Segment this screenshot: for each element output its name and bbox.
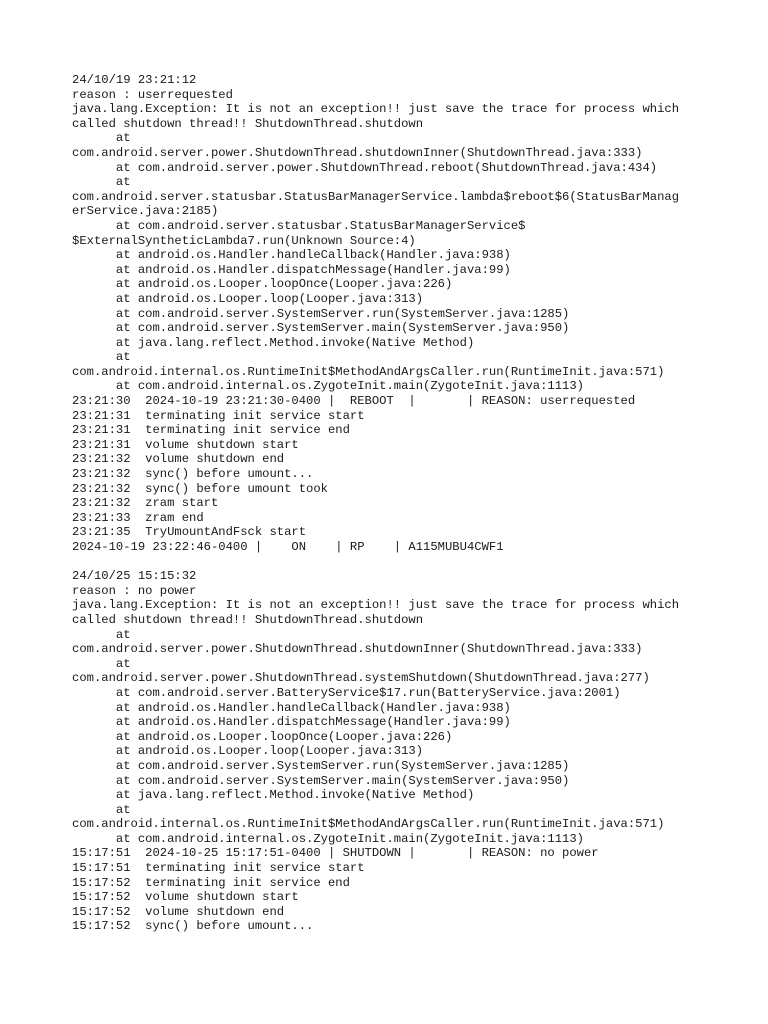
log-line: 24/10/25 15:15:32	[72, 569, 197, 584]
log-line: at com.android.server.SystemServer.main(SystemServer.java:950)	[72, 321, 570, 336]
log-line: at android.os.Looper.loopOnce(Looper.java:226)	[72, 277, 453, 292]
log-line	[72, 555, 732, 570]
log-line: at	[72, 802, 131, 817]
log-line: 23:21:32 sync() before umount took	[72, 481, 328, 496]
log-line: at com.android.server.SystemServer.run(SystemServer.java:1285)	[72, 306, 570, 321]
log-line: at com.android.server.SystemServer.run(SystemServer.java:1285)	[72, 758, 570, 773]
log-line: 15:17:52 terminating init service end	[72, 875, 350, 890]
log-line: called shutdown thread!! ShutdownThread.shutdown	[72, 116, 424, 131]
log-line: at android.os.Handler.dispatchMessage(Handler.java:99)	[72, 262, 511, 277]
log-line: 24/10/19 23:21:12	[72, 73, 197, 87]
log-line: 23:21:35 TryUmountAndFsck start	[72, 525, 307, 540]
log-line: 23:21:31 terminating init service end	[72, 423, 350, 438]
log-document	[72, 73, 732, 934]
log-line: at java.lang.reflect.Method.invoke(Native Method)	[72, 335, 475, 350]
log-line: at	[72, 656, 131, 671]
log-line: called shutdown thread!! ShutdownThread.shutdown	[72, 612, 424, 627]
log-line: at	[72, 131, 131, 146]
log-line: 23:21:30 2024-10-19 23:21:30-0400 | REBOOT | | REASON: userrequested	[72, 394, 636, 409]
log-line: com.android.internal.os.RuntimeInit$MethodAndArgsCaller.run(RuntimeInit.java:571)	[72, 364, 665, 379]
log-line: reason : no power	[72, 583, 197, 598]
log-line: at android.os.Looper.loop(Looper.java:313)	[72, 291, 424, 306]
log-line: 23:21:32 volume shutdown end	[72, 452, 285, 467]
log-line: at android.os.Looper.loop(Looper.java:313)	[72, 744, 424, 759]
log-line: reason : userrequested	[72, 87, 233, 102]
log-line: com.android.server.power.ShutdownThread.systemShutdown(ShutdownThread.java:277)	[72, 671, 650, 686]
log-line: 15:17:52 volume shutdown start	[72, 890, 299, 905]
log-line: com.android.internal.os.RuntimeInit$MethodAndArgsCaller.run(RuntimeInit.java:571)	[72, 817, 665, 832]
log-line: java.lang.Exception: It is not an exception!! just save the trace for process which	[72, 598, 680, 613]
log-line: 23:21:31 volume shutdown start	[72, 437, 299, 452]
log-line: erService.java:2185)	[72, 204, 219, 219]
log-line: 23:21:33 zram end	[72, 510, 204, 525]
log-line: 15:17:51 2024-10-25 15:17:51-0400 | SHUTDOWN | | REASON: no power	[72, 846, 599, 861]
log-line: 23:21:32 sync() before umount...	[72, 467, 314, 482]
log-line: at java.lang.reflect.Method.invoke(Native Method)	[72, 788, 475, 803]
log-line: at android.os.Handler.handleCallback(Handler.java:938)	[72, 700, 511, 715]
log-line: at	[72, 350, 131, 365]
log-line: $ExternalSyntheticLambda7.run(Unknown Source:4)	[72, 233, 416, 248]
log-line: 15:17:51 terminating init service start	[72, 861, 365, 876]
log-line: at android.os.Looper.loopOnce(Looper.java:226)	[72, 729, 453, 744]
log-line: com.android.server.statusbar.StatusBarManagerService.lambda$reboot$6(StatusBarManag	[72, 189, 680, 204]
log-line: at com.android.server.statusbar.StatusBarManagerService$	[72, 218, 526, 233]
log-line: com.android.server.power.ShutdownThread.shutdownInner(ShutdownThread.java:333)	[72, 145, 643, 160]
log-line: at com.android.server.power.ShutdownThread.reboot(ShutdownThread.java:434)	[72, 160, 658, 175]
log-line: 23:21:31 terminating init service start	[72, 408, 365, 423]
log-line: com.android.server.power.ShutdownThread.shutdownInner(ShutdownThread.java:333)	[72, 642, 643, 657]
log-line: java.lang.Exception: It is not an exception!! just save the trace for process which	[72, 102, 680, 117]
log-line: at	[72, 627, 131, 642]
log-line: 15:17:52 volume shutdown end	[72, 904, 285, 919]
log-line: at com.android.server.BatteryService$17.run(BatteryService.java:2001)	[72, 685, 621, 700]
log-line: 23:21:32 zram start	[72, 496, 219, 511]
log-line: at	[72, 175, 131, 190]
log-line: 2024-10-19 23:22:46-0400 | ON | RP | A115MUBU4CWF1	[72, 540, 504, 554]
log-line: at android.os.Handler.handleCallback(Handler.java:938)	[72, 248, 511, 263]
log-line: 15:17:52 sync() before umount...	[72, 919, 314, 934]
log-line: at com.android.internal.os.ZygoteInit.main(ZygoteInit.java:1113)	[72, 379, 584, 394]
log-line: at com.android.internal.os.ZygoteInit.main(ZygoteInit.java:1113)	[72, 831, 584, 846]
log-line: at com.android.server.SystemServer.main(SystemServer.java:950)	[72, 773, 570, 788]
log-line: at android.os.Handler.dispatchMessage(Handler.java:99)	[72, 715, 511, 730]
